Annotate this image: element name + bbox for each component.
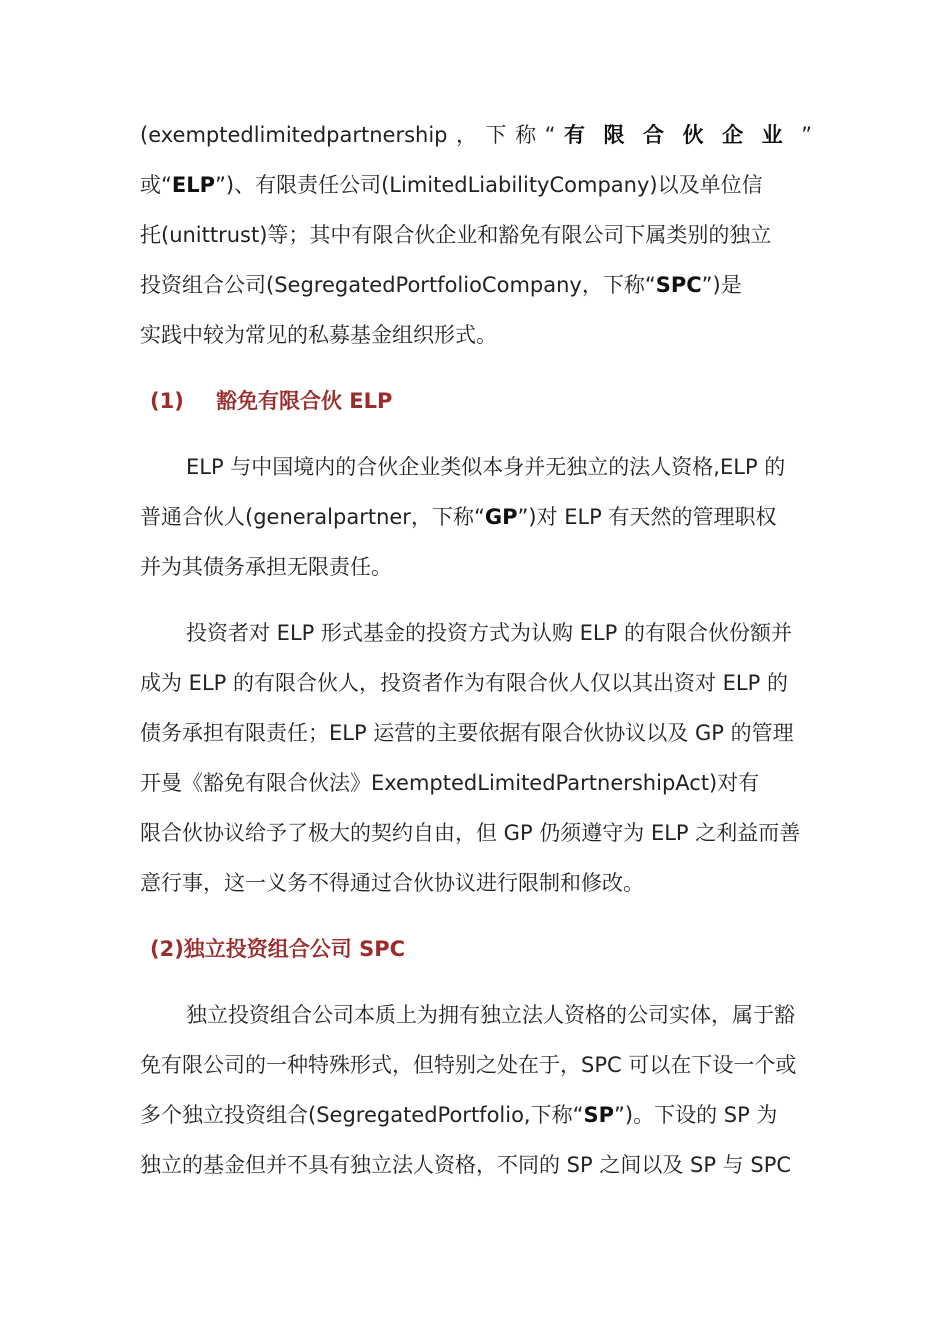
term-spc: SPC [655, 273, 702, 297]
intro-text: ”)、有限责任公司(LimitedLiabilityCompany)以及单位信 [215, 173, 763, 197]
intro-line-3: 托(unittrust)等；其中有限合伙企业和豁免有限公司下属类别的独立 [140, 223, 772, 247]
intro-line-5: 实践中较为常见的私募基金组织形式。 [140, 323, 497, 347]
section-1-title: 豁免有限合伙 ELP [216, 389, 393, 413]
section-2-title: (2)独立投资组合公司 SPC [150, 937, 406, 961]
section-1-paragraph-2 [140, 608, 812, 908]
intro-text: ”)是 [701, 273, 742, 297]
intro-paragraph [140, 110, 812, 360]
intro-text: (exemptedlimitedpartnership，下称“ [140, 123, 556, 147]
intro-text: 投资组合公司(SegregatedPortfolioCompany，下称“ [140, 273, 656, 297]
s1p2-line-2: 成为 ELP 的有限合伙人，投资者作为有限合伙人仅以其出资对 ELP 的 [140, 671, 788, 695]
s1p1-line-2 [140, 492, 812, 542]
term-sp: SP [583, 1103, 615, 1127]
s1p1-line-3: 并为其债务承担无限责任。 [140, 555, 392, 579]
section-1-number: (1) [150, 389, 184, 413]
s2p1-line-3 [140, 1090, 812, 1140]
term-gp: GP [484, 505, 518, 529]
s1p2-line-3: 债务承担有限责任；ELP 运营的主要依据有限合伙协议以及 GP 的管理 [140, 721, 794, 745]
s2p1-line-1: 独立投资组合公司本质上为拥有独立法人资格的公司实体，属于豁 [186, 1003, 795, 1027]
intro-line-1 [140, 110, 812, 160]
document-page [140, 110, 812, 1190]
section-2-paragraph-1 [140, 990, 812, 1190]
intro-text: ” [801, 123, 812, 147]
s1p2-line-1: 投资者对 ELP 形式基金的投资方式为认购 ELP 的有限合伙份额并 [186, 621, 792, 645]
s2-text: 多个独立投资组合(SegregatedPortfolio,下称“ [140, 1103, 584, 1127]
section-1-heading [140, 376, 812, 426]
s1-text: ”)对 ELP 有天然的管理职权 [517, 505, 777, 529]
s1-text: 普通合伙人(generalpartner，下称“ [140, 505, 485, 529]
intro-line-4 [140, 260, 812, 310]
s1p2-line-4: 开曼《豁免有限合伙法》ExemptedLimitedPartnershipAct)对有 [140, 771, 760, 795]
section-2-heading [140, 924, 812, 974]
section-1-paragraph-1 [140, 442, 812, 592]
intro-line-2 [140, 160, 812, 210]
s2-text: ”)。下设的 SP 为 [614, 1103, 778, 1127]
s1p2-line-6: 意行事，这一义务不得通过合伙协议进行限制和修改。 [140, 871, 644, 895]
term-elp: ELP [171, 173, 216, 197]
s1p1-line-1: ELP 与中国境内的合伙企业类似本身并无独立的法人资格,ELP 的 [186, 455, 786, 479]
intro-text: 或“ [140, 173, 172, 197]
s2p1-line-4: 独立的基金但并不具有独立法人资格，不同的 SP 之间以及 SP 与 SPC [140, 1153, 792, 1177]
s2p1-line-2: 免有限公司的一种特殊形式，但特别之处在于，SPC 可以在下设一个或 [140, 1053, 797, 1077]
term-limited-partnership: 有限合伙企业 [555, 123, 802, 147]
s1p2-line-5: 限合伙协议给予了极大的契约自由，但 GP 仍须遵守为 ELP 之利益而善 [140, 821, 801, 845]
